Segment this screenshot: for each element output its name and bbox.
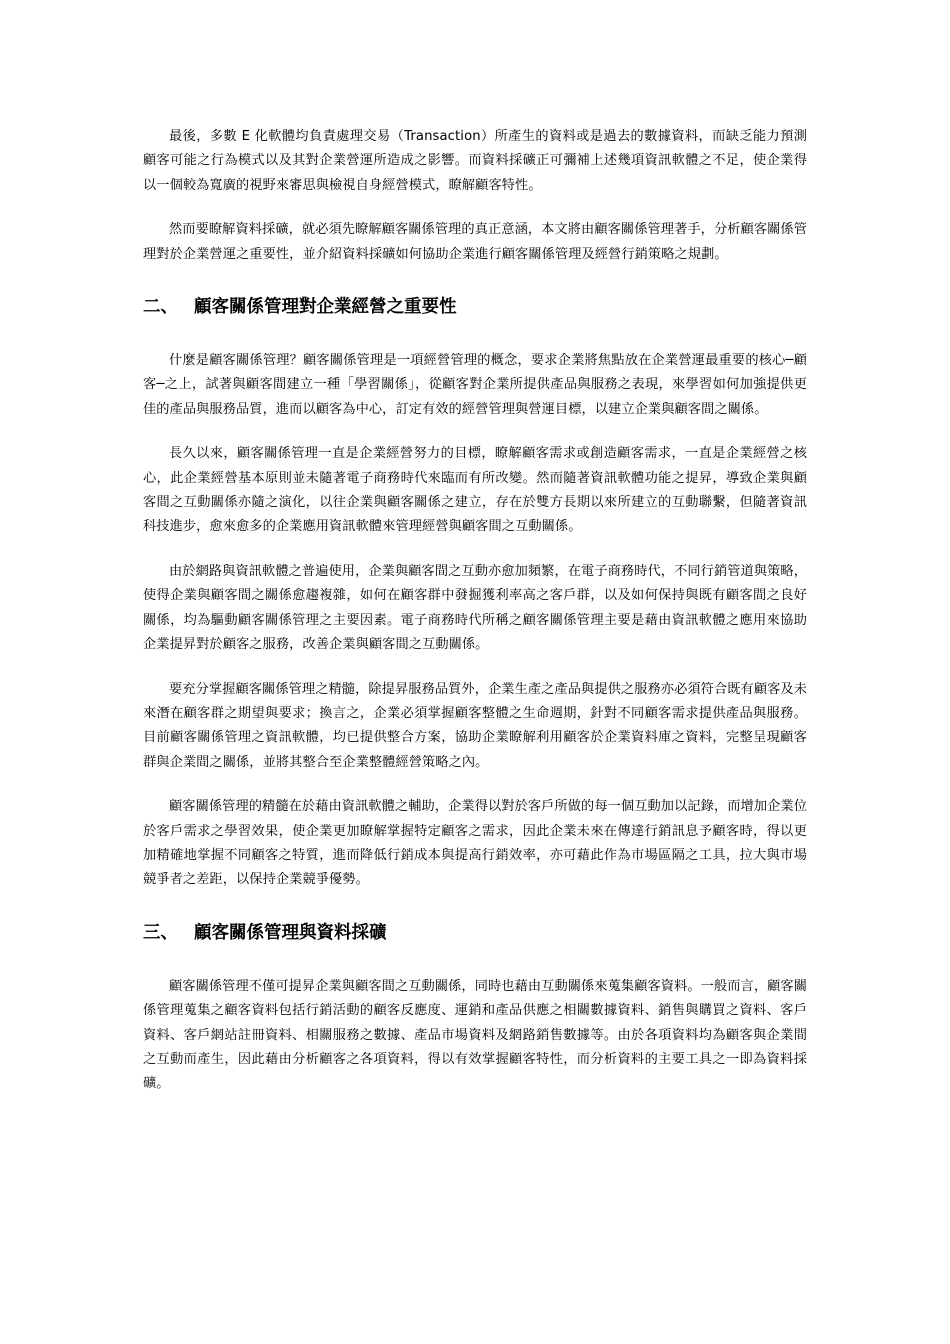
paragraph: 要充分掌握顧客關係管理之精髓，除提昇服務品質外，企業生產之產品與提供之服務亦必須符合既有顧客及未來潛在顧客群之期望與要求；換言之，企業必須掌握顧客整體之生命週期，針對不同顧客需求提供產品與服務。目前顧客關係管理之資訊軟體，均已提供整合方案，協助企業瞭解利用顧客於企業資料庫之資料，完整呈現顧客群與企業間之關係，並將其整合至企業整體經營策略之內。 — [143, 681, 807, 770]
paragraph: 顧客關係管理的精髓在於藉由資訊軟體之輔助，企業得以對於客戶所做的每一個互動加以記錄，而增加企業位於客戶需求之學習效果，使企業更加瞭解掌握特定顧客之需求，因此企業未來在傳達行銷訊息予顧客時，得以更加精確地掌握不同顧客之特質，進而降低行銷成本與提高行銷效率，亦可藉此作為市場區隔之工具，拉大與市場競爭者之差距，以保持企業競爭優勢。 — [143, 799, 807, 888]
paragraph: 什麼是顧客關係管理？顧客關係管理是一項經營管理的概念，要求企業將焦點放在企業營運最重要的核心─顧客─之上，試著與顧客間建立一種「學習關係」，從顧客對企業所提供產品與服務之表現，來學習如何加強提供更佳的產品與服務品質，進而以顧客為中心，訂定有效的經營管理與營運目標，以建立企業與顧客間之關係。 — [143, 353, 807, 417]
paragraph: 由於網路與資訊軟體之普遍使用，企業與顧客間之互動亦愈加頻繁，在電子商務時代，不同行銷管道與策略，使得企業與顧客間之關係愈趨複雜，如何在顧客群中發掘獲利率高之客戶群，以及如何保持與既有顧客間之良好關係，均為驅動顧客關係管理之主要因素。電子商務時代所稱之顧客關係管理主要是藉由資訊軟體之應用來協助企業提昇對於顧客之服務，改善企業與顧客間之互動關係。 — [143, 563, 807, 653]
section-title: 顧客關係管理對企業經營之重要性 — [194, 297, 457, 318]
section-heading — [143, 295, 807, 319]
paragraph: 然而要瞭解資料採礦，就必須先瞭解顧客關係管理的真正意涵，本文將由顧客關係管理著手，分析顧客關係管理對於企業營運之重要性，並介紹資料採礦如何協助企業進行顧客關係管理及經營行銷策略之規劃。 — [143, 222, 807, 262]
section-title: 顧客關係管理與資料採礦 — [194, 922, 387, 943]
paragraph: 最後，多數 E 化軟體均負責處理交易（Transaction）所產生的資料或是過去的數據資料，而缺乏能力預測顧客可能之行為模式以及其對企業營運所造成之影響。而資料採礦正可彌補上述幾項資訊軟體之不足，使企業得以一個較為寬廣的視野來審思與檢視自身經營模式，瞭解顧客特性。 — [143, 129, 807, 193]
document-page — [143, 125, 807, 1117]
paragraph: 長久以來，顧客關係管理一直是企業經營努力的目標，瞭解顧客需求或創造顧客需求，一直是企業經營之核心，此企業經營基本原則並未隨著電子商務時代來臨而有所改變。然而隨著資訊軟體功能之提昇，導致企業與顧客間之互動關係亦隨之演化，以往企業與顧客關係之建立，存在於雙方長期以來所建立的互動聯繫，但隨著資訊科技進步，愈來愈多的企業應用資訊軟體來管理經營與顧客間之互動關係。 — [143, 446, 807, 535]
section-number: 二、 — [143, 297, 178, 318]
section-heading — [143, 921, 807, 945]
paragraph: 顧客關係管理不僅可提昇企業與顧客間之互動關係，同時也藉由互動關係來蒐集顧客資料。一般而言，顧客關係管理蒐集之顧客資料包括行銷活動的顧客反應度、運銷和產品供應之相關數據資料、銷售與購買之資料、客戶資料、客戶網站註冊資料、相關服務之數據、產品市場資料及網路銷售數據等。由於各項資料均為顧客與企業間之互動而產生，因此藉由分析顧客之各項資料，得以有效掌握顧客特性，而分析資料的主要工具之一即為資料採礦。 — [143, 978, 807, 1092]
section-number: 三、 — [143, 922, 178, 943]
